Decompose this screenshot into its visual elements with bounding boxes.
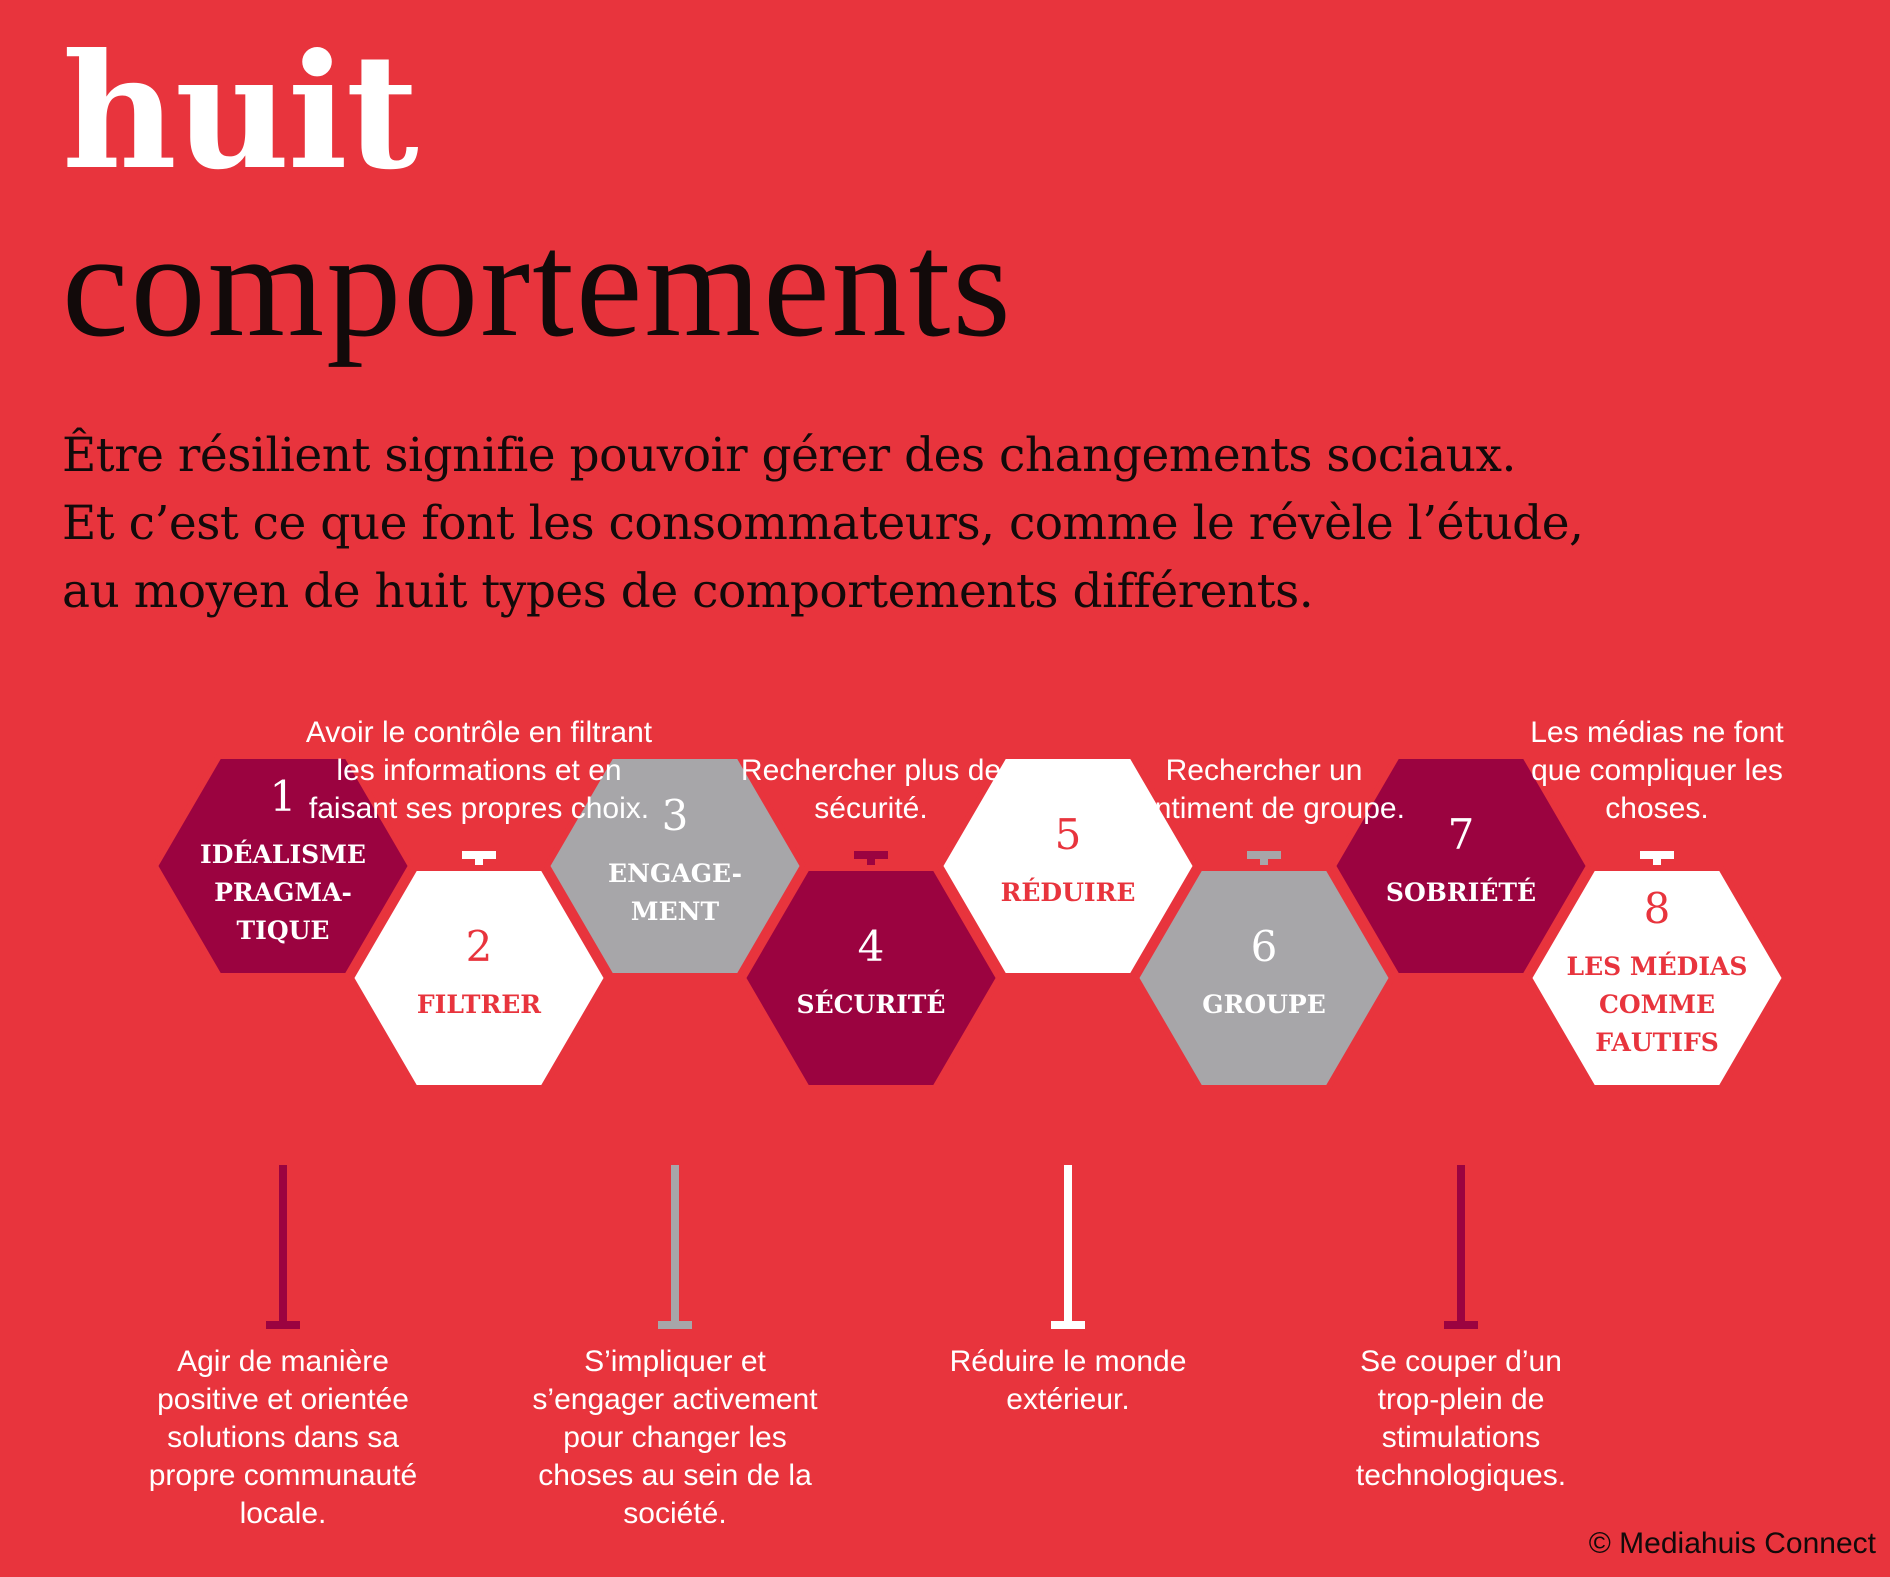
note-line: s’engager activement [532, 1383, 818, 1416]
hexagon-label: SOBRIÉTÉ [1385, 878, 1537, 907]
connector-7 [1444, 1165, 1478, 1325]
note-line: sécurité. [814, 792, 928, 825]
intro-line-2: Et c’est ce que font les consommateurs, comme le révèle l’étude, [62, 496, 1584, 551]
hexagon-label: ENGAGE- [608, 859, 742, 888]
copyright-credit: © Mediahuis Connect [1588, 1527, 1876, 1560]
hexagon-label: RÉDUIRE [1000, 878, 1136, 907]
hexagon-number: 6 [1250, 922, 1278, 971]
hexagon-number: 1 [269, 772, 297, 821]
note-line: solutions dans sa [167, 1421, 399, 1454]
hexagon-number: 4 [857, 922, 885, 971]
note-line: les informations et en [336, 754, 622, 787]
note-3 [485, 1343, 865, 1533]
note-line: choses au sein de la [538, 1459, 812, 1492]
hexagon-label: SÉCURITÉ [796, 990, 946, 1019]
note-line: locale. [239, 1497, 327, 1530]
note-1 [93, 1343, 473, 1533]
note-line: stimulations [1381, 1421, 1541, 1454]
note-line: Réduire le monde [949, 1345, 1187, 1378]
hexagon-label: GROUPE [1202, 990, 1326, 1019]
hexagon-number: 8 [1643, 884, 1671, 933]
hexagon-label: MENT [630, 897, 720, 926]
title-huit: huit [62, 20, 417, 205]
hexagon-label: LES MÉDIAS [1566, 952, 1748, 981]
intro-line-3: au moyen de huit types de comportements différents. [62, 564, 1314, 619]
hexagon-number: 3 [661, 791, 689, 840]
note-line: S’impliquer et [584, 1345, 766, 1378]
connector-5 [1051, 1165, 1085, 1325]
note-line: trop-plein de [1377, 1383, 1545, 1416]
note-line: Agir de manière [177, 1345, 389, 1378]
note-5 [878, 1343, 1258, 1419]
note-2 [289, 714, 669, 828]
title-comportements: comportements [62, 202, 1013, 368]
note-line: choses. [1605, 792, 1709, 825]
note-line: faisant ses propres choix. [308, 792, 650, 825]
note-4 [681, 752, 1061, 828]
connector-3 [658, 1165, 692, 1325]
note-line: sentiment de groupe. [1123, 792, 1405, 825]
hexagon-label: PRAGMA- [214, 878, 352, 907]
note-line: extérieur. [1006, 1383, 1130, 1416]
note-line: société. [623, 1497, 727, 1530]
note-7 [1271, 1343, 1651, 1495]
hexagon-label: TIQUE [236, 916, 330, 945]
hexagon-number: 7 [1447, 810, 1475, 859]
hexagon-label: COMME [1598, 990, 1716, 1019]
note-line: que compliquer les [1531, 754, 1783, 787]
connector-1 [266, 1165, 300, 1325]
intro-line-1: Être résilient signifie pouvoir gérer des changements sociaux. [62, 428, 1516, 483]
hexagon-label: FAUTIFS [1595, 1028, 1719, 1057]
note-8 [1467, 714, 1847, 828]
hexagon-label: IDÉALISME [200, 840, 366, 869]
note-line: technologiques. [1355, 1459, 1567, 1492]
note-line: Rechercher plus de [740, 754, 1002, 787]
note-line: Les médias ne font [1530, 716, 1784, 749]
note-line: Avoir le contrôle en filtrant [305, 716, 653, 749]
note-line: pour changer les [563, 1421, 787, 1454]
hexagon-number: 5 [1054, 810, 1082, 859]
note-line: positive et orientée [157, 1383, 409, 1416]
hexagon-label: FILTRER [416, 990, 542, 1019]
note-6 [1074, 752, 1454, 828]
note-line: propre communauté [148, 1459, 418, 1492]
note-line: Rechercher un [1165, 754, 1363, 787]
hexagon-number: 2 [465, 922, 493, 971]
note-line: Se couper d’un [1360, 1345, 1562, 1378]
